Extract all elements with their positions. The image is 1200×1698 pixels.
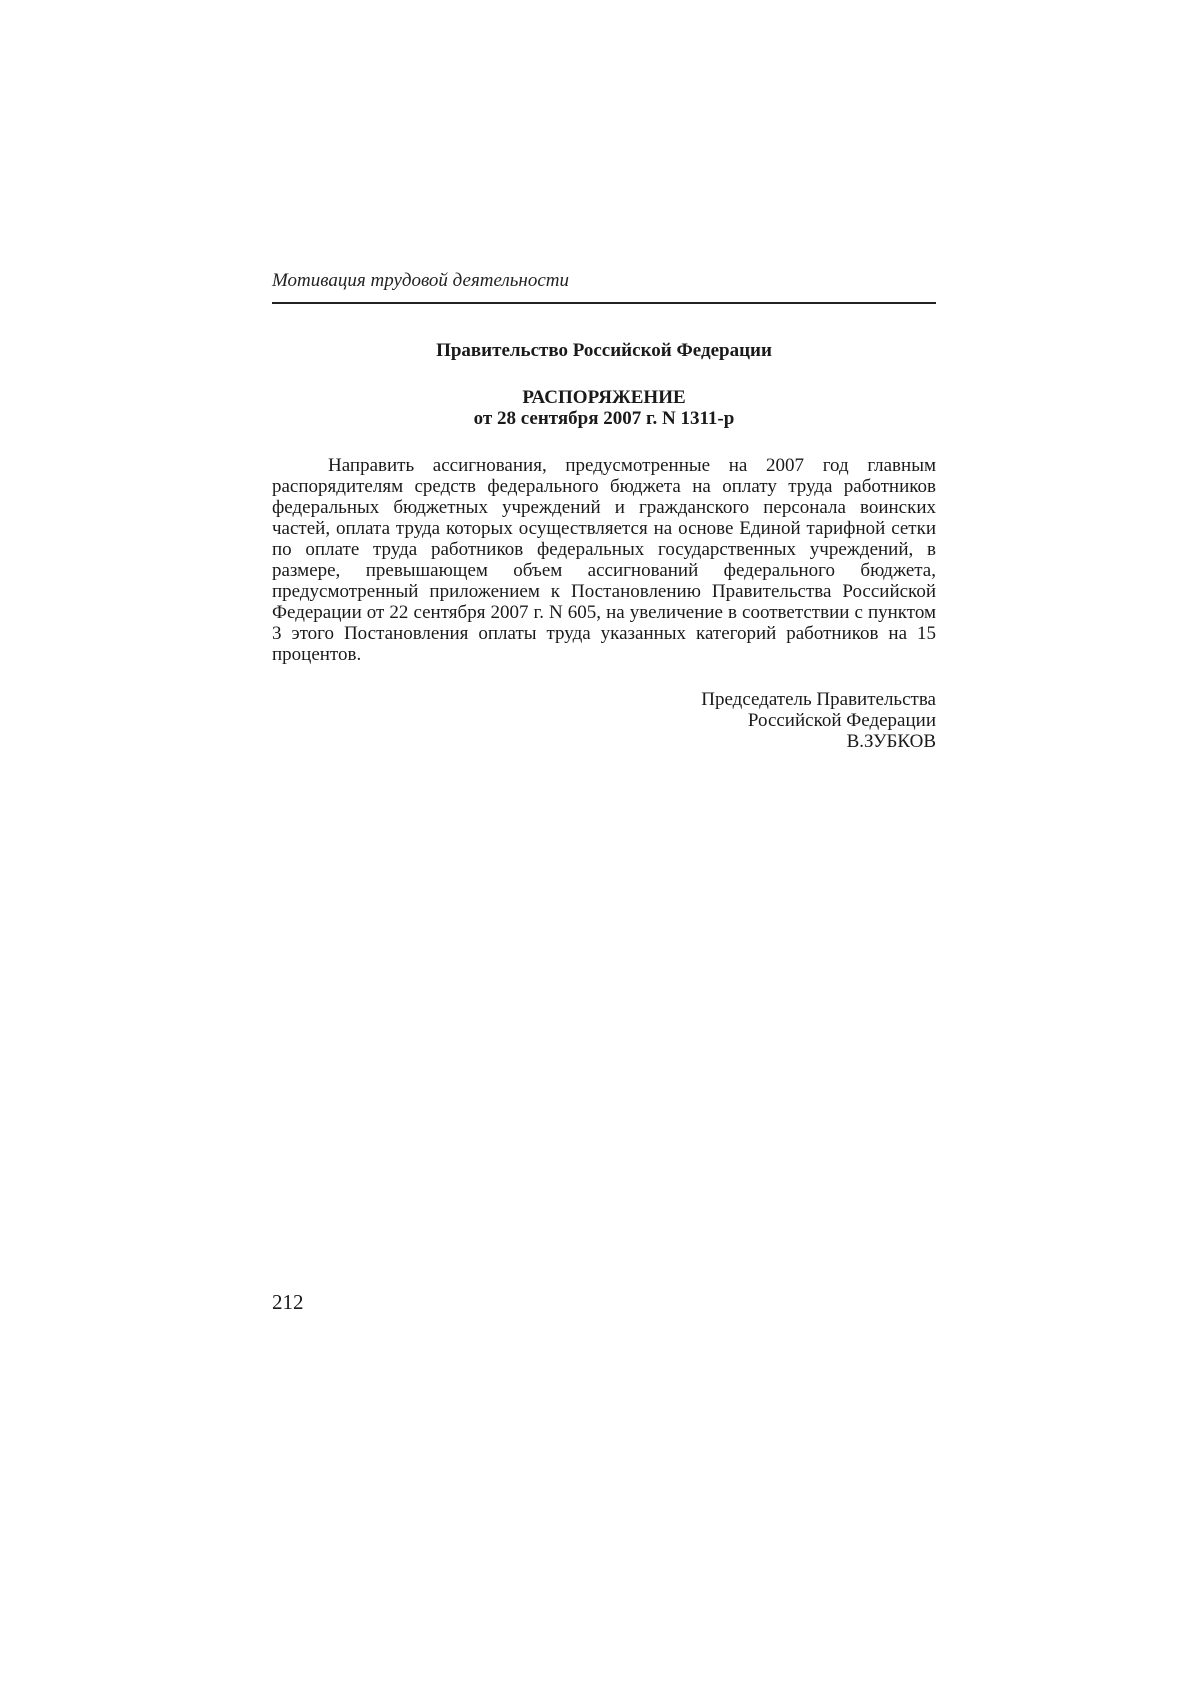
document-date: от 28 сентября 2007 г. N 1311-р [473, 408, 735, 429]
signature-name: В.ЗУБКОВ [846, 731, 936, 752]
running-header: Мотивация трудовой деятельности [272, 270, 569, 291]
issuer-title: Правительство Российской Федерации [436, 340, 772, 361]
page-number: 212 [272, 1290, 304, 1314]
signature-position-line2: Российской Федерации [747, 710, 936, 731]
signature-block [272, 689, 936, 752]
document-content [272, 340, 936, 752]
document-type: РАСПОРЯЖЕНИЕ [522, 387, 686, 408]
body-paragraph: Направить ассигнования, предусмотренные на 2007 год главным распорядителям средств федерального бюджета на оплату труда работников федеральных бюджетных учреждений и гражданского персонала воинских частей, оплата труда которых осуществляется на основе Единой тарифной сетки по оплате труда работников федеральных государственных учреждений, в размере, превышающем объем ассигнований федерального бюджета, предусмотренный приложением к Постановлению Правительства Российской Федерации от 22 сентября 2007 г. N 605, на увеличение в соответствии с пунктом 3 этого Постановления оплаты труда указанных категорий работников на 15 процентов. [272, 455, 936, 665]
header-rule [272, 302, 936, 304]
signature-position-line1: Председатель Правительства [701, 689, 936, 710]
